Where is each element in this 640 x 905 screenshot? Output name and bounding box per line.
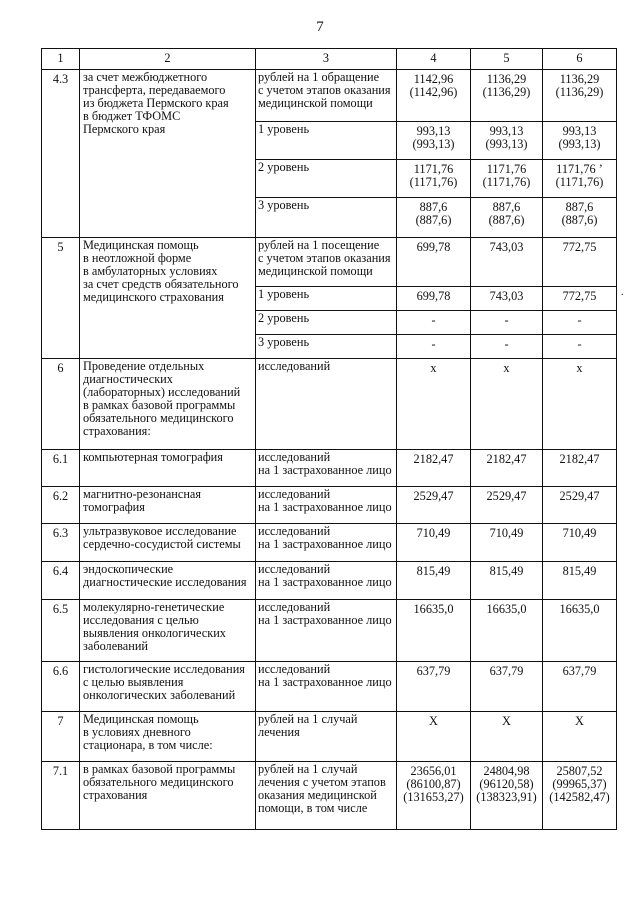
unit-cell: рублей на 1 посещение с учетом этапов оказания медицинской помощи — [256, 238, 397, 287]
table-row — [42, 662, 617, 712]
value-cell: 815,49 — [543, 562, 617, 600]
value-cell: 637,79 — [397, 662, 471, 712]
unit-cell: исследований на 1 застрахованное лицо — [256, 450, 397, 487]
header-cell: 5 — [471, 49, 543, 70]
margin-mark: . — [621, 287, 624, 298]
value-cell: 710,49 — [471, 524, 543, 562]
value-cell: 1171,76 ʼ (1171,76) — [543, 160, 617, 198]
table-row — [42, 562, 617, 600]
value-cell: 2529,47 — [543, 487, 617, 524]
value-cell: 887,6 (887,6) — [471, 198, 543, 238]
value-cell: 772,75 — [543, 238, 617, 287]
table-row — [42, 762, 617, 830]
table-row — [42, 712, 617, 762]
value-cell: 815,49 — [397, 562, 471, 600]
value-cell: 887,6 (887,6) — [543, 198, 617, 238]
row-number: 7.1 — [42, 762, 80, 830]
value-cell: 710,49 — [543, 524, 617, 562]
value-cell: - — [471, 335, 543, 359]
unit-cell: 2 уровень — [256, 160, 397, 198]
unit-cell: рублей на 1 случай лечения — [256, 712, 397, 762]
row-number: 7 — [42, 712, 80, 762]
row-description: Медицинская помощь в условиях дневного стационара, в том числе: — [80, 712, 256, 762]
unit-cell: исследований на 1 застрахованное лицо — [256, 662, 397, 712]
value-cell: 1136,29 (1136,29) — [543, 70, 617, 122]
unit-cell: исследований — [256, 359, 397, 450]
unit-cell: 2 уровень — [256, 311, 397, 335]
unit-cell: 1 уровень — [256, 287, 397, 311]
row-number: 6.2 — [42, 487, 80, 524]
row-number: 6.3 — [42, 524, 80, 562]
row-number: 4.3 — [42, 70, 80, 238]
value-cell: 993,13 (993,13) — [543, 122, 617, 160]
value-cell: - — [397, 311, 471, 335]
unit-cell: рублей на 1 случай лечения с учетом этапов оказания медицинской помощи, в том числе — [256, 762, 397, 830]
value-cell: 2529,47 — [471, 487, 543, 524]
value-cell: 2182,47 — [471, 450, 543, 487]
value-cell: 772,75 — [543, 287, 617, 311]
table-header-row — [42, 49, 617, 70]
row-description: за счет межбюджетного трансферта, передаваемого из бюджета Пермского края в бюджет ТФОМС Пермского края — [80, 70, 256, 238]
value-cell: Х — [543, 712, 617, 762]
value-cell: - — [471, 311, 543, 335]
table-row — [42, 238, 617, 287]
unit-cell: 1 уровень — [256, 122, 397, 160]
row-description: эндоскопические диагностические исследования — [80, 562, 256, 600]
value-cell: 637,79 — [543, 662, 617, 712]
table-row — [42, 70, 617, 122]
value-cell: х — [471, 359, 543, 450]
value-cell: 710,49 — [397, 524, 471, 562]
value-cell: 1171,76 (1171,76) — [471, 160, 543, 198]
value-cell: х — [543, 359, 617, 450]
unit-cell: исследований на 1 застрахованное лицо — [256, 524, 397, 562]
value-cell: Х — [397, 712, 471, 762]
table-row — [42, 524, 617, 562]
value-cell: 25807,52 (99965,37) (142582,47) — [543, 762, 617, 830]
row-number: 5 — [42, 238, 80, 359]
header-cell: 2 — [80, 49, 256, 70]
value-cell: 2182,47 — [543, 450, 617, 487]
value-cell: 699,78 — [397, 238, 471, 287]
value-cell: 1142,96 (1142,96) — [397, 70, 471, 122]
value-cell: 1136,29 (1136,29) — [471, 70, 543, 122]
row-description: гистологические исследования с целью выявления онкологических заболеваний — [80, 662, 256, 712]
value-cell: 16635,0 — [397, 600, 471, 662]
value-cell: 24804,98 (96120,58) (138323,91) — [471, 762, 543, 830]
value-cell: 743,03 — [471, 287, 543, 311]
value-cell: 2529,47 — [397, 487, 471, 524]
header-cell: 3 — [256, 49, 397, 70]
value-cell: 2182,47 — [397, 450, 471, 487]
value-cell: 815,49 — [471, 562, 543, 600]
row-number: 6.6 — [42, 662, 80, 712]
value-cell: 699,78 — [397, 287, 471, 311]
value-cell: - — [543, 311, 617, 335]
table-row — [42, 359, 617, 450]
header-cell: 4 — [397, 49, 471, 70]
value-cell: 16635,0 — [471, 600, 543, 662]
row-number: 6.1 — [42, 450, 80, 487]
row-description: молекулярно-генетические исследования с целью выявления онкологических заболеваний — [80, 600, 256, 662]
value-cell: 1171,76 (1171,76) — [397, 160, 471, 198]
value-cell: 743,03 — [471, 238, 543, 287]
unit-cell: 3 уровень — [256, 198, 397, 238]
table-row — [42, 487, 617, 524]
row-description: ультразвуковое исследование сердечно-сосудистой системы — [80, 524, 256, 562]
row-description: Проведение отдельных диагностических (лабораторных) исследований в рамках базовой программы обязательного медицинского страхования: — [80, 359, 256, 450]
row-description: Медицинская помощь в неотложной форме в амбулаторных условиях за счет средств обязательного медицинского страхования — [80, 238, 256, 359]
tariff-table — [41, 48, 617, 830]
unit-cell: 3 уровень — [256, 335, 397, 359]
value-cell: 16635,0 — [543, 600, 617, 662]
row-description: в рамках базовой программы обязательного медицинского страхования — [80, 762, 256, 830]
row-description: магнитно-резонансная томография — [80, 487, 256, 524]
header-cell: 1 — [42, 49, 80, 70]
page-number: 7 — [316, 19, 324, 35]
value-cell: 637,79 — [471, 662, 543, 712]
value-cell: 993,13 (993,13) — [471, 122, 543, 160]
row-number: 6.4 — [42, 562, 80, 600]
value-cell: - — [543, 335, 617, 359]
unit-cell: исследований на 1 застрахованное лицо — [256, 600, 397, 662]
unit-cell: рублей на 1 обращение с учетом этапов оказания медицинской помощи — [256, 70, 397, 122]
value-cell: 23656,01 (86100,87) (131653,27) — [397, 762, 471, 830]
unit-cell: исследований на 1 застрахованное лицо — [256, 487, 397, 524]
value-cell: 993,13 (993,13) — [397, 122, 471, 160]
value-cell: 887,6 (887,6) — [397, 198, 471, 238]
value-cell: - — [397, 335, 471, 359]
row-description: компьютерная томография — [80, 450, 256, 487]
table-row — [42, 450, 617, 487]
row-number: 6.5 — [42, 600, 80, 662]
value-cell: х — [397, 359, 471, 450]
header-cell: 6 — [543, 49, 617, 70]
table-row — [42, 600, 617, 662]
unit-cell: исследований на 1 застрахованное лицо — [256, 562, 397, 600]
value-cell: Х — [471, 712, 543, 762]
row-number: 6 — [42, 359, 80, 450]
